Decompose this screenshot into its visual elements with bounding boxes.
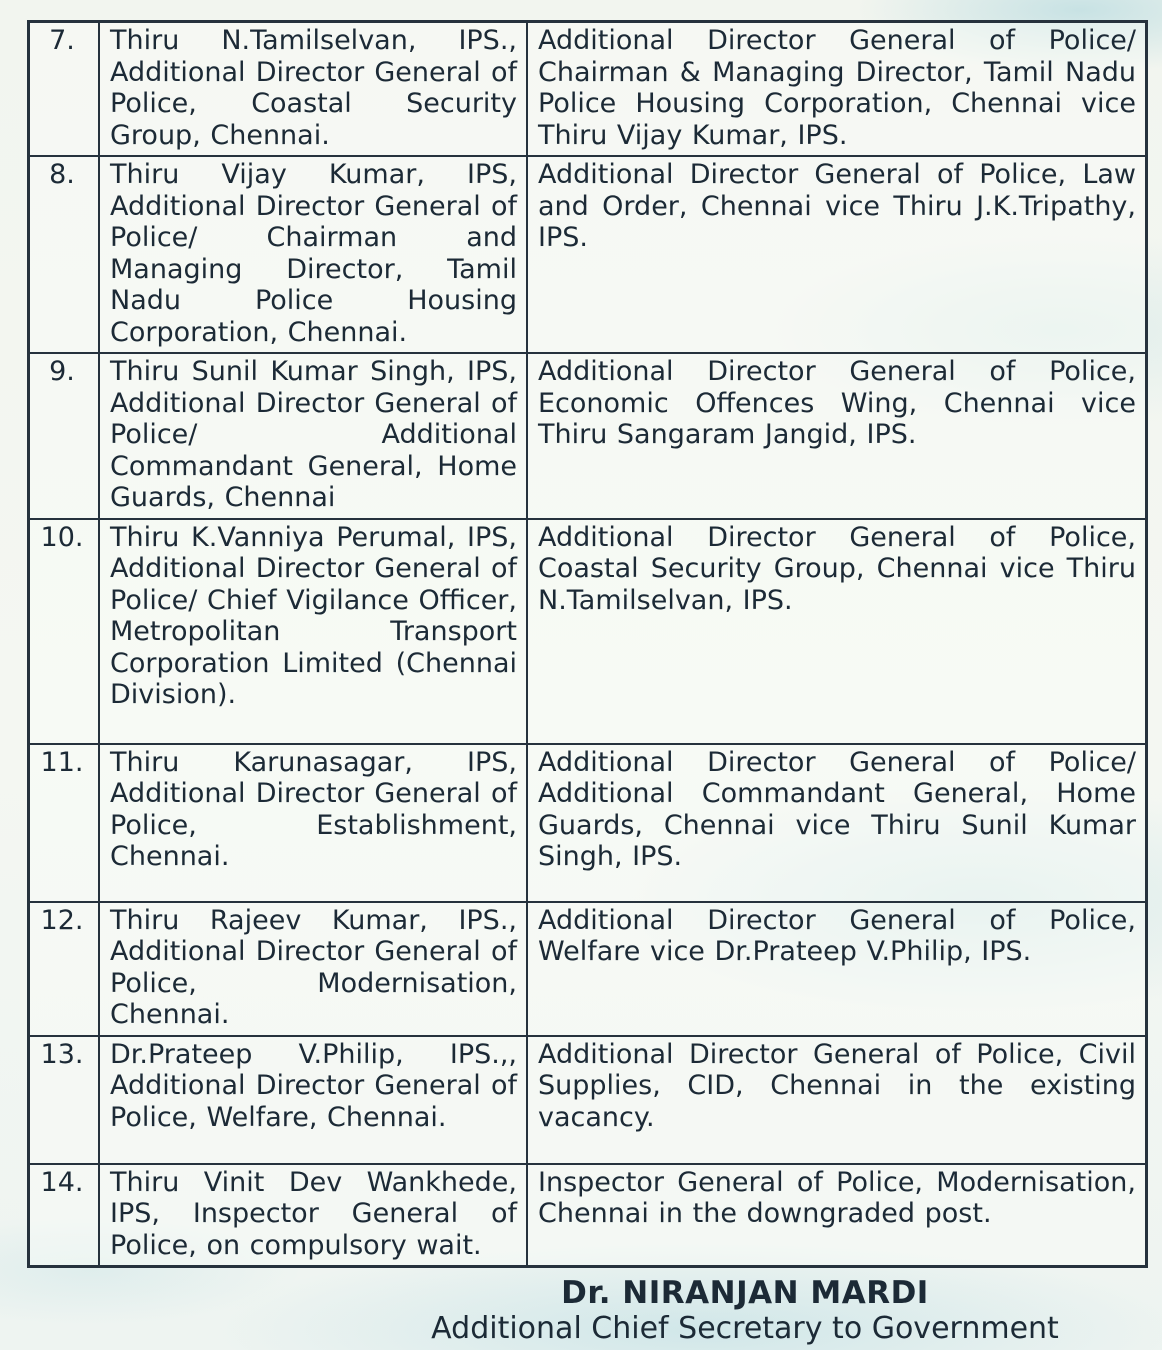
table-row <box>30 354 1145 520</box>
serial-cell: 13. <box>30 1037 100 1163</box>
table-row <box>30 745 1145 903</box>
officer-cell: Thiru Karunasagar, IPS, Additional Director General of Police, Establishment, Chennai. <box>100 745 528 901</box>
officer-cell: Thiru Vijay Kumar, IPS, Additional Director General of Police/ Chairman and Managing Director, Tamil Nadu Police Housing Corporation, Chennai. <box>100 157 528 352</box>
posting-cell: Additional Director General of Police, Economic Offences Wing, Chennai vice Thiru Sangaram Jangid, IPS. <box>538 356 1136 450</box>
table-row <box>30 23 1145 157</box>
serial-cell: 7. <box>30 23 100 155</box>
table-row <box>30 157 1145 354</box>
serial-cell: 10. <box>30 520 100 743</box>
posting-cell: Inspector General of Police, Modernisation, Chennai in the downgraded post. <box>538 1166 1136 1229</box>
posting-cell: Additional Director General of Police, Welfare vice Dr.Prateep V.Philip, IPS. <box>538 904 1136 967</box>
table-row <box>30 903 1145 1037</box>
signatory-title: Additional Chief Secretary to Government <box>431 1311 1059 1346</box>
officer-cell: Thiru Vinit Dev Wankhede, IPS, Inspector General of Police, on compulsory wait. <box>100 1165 528 1266</box>
officer-cell: Thiru K.Vanniya Perumal, IPS, Additional Director General of Police/ Chief Vigilance Officer, Metropolitan Transport Corporation Limited (Chennai Division). <box>100 520 528 743</box>
officer-cell: Thiru Rajeev Kumar, IPS., Additional Director General of Police, Modernisation, Chennai. <box>100 903 528 1035</box>
serial-cell: 8. <box>30 157 100 352</box>
table-row <box>30 1037 1145 1165</box>
table-row <box>30 1165 1145 1266</box>
signatory-name: Dr. NIRANJAN MARDI <box>561 1275 929 1311</box>
officer-cell: Dr.Prateep V.Philip, IPS.,, Additional Director General of Police, Welfare, Chennai. <box>100 1037 528 1163</box>
serial-cell: 12. <box>30 903 100 1035</box>
serial-cell: 9. <box>30 354 100 518</box>
posting-cell: Additional Director General of Police/ Chairman & Managing Director, Tamil Nadu Police Housing Corporation, Chennai vice Thiru Vijay Kumar, IPS. <box>538 25 1136 151</box>
officer-cell: Thiru N.Tamilselvan, IPS., Additional Director General of Police, Coastal Security Group, Chennai. <box>100 23 528 155</box>
serial-cell: 14. <box>30 1165 100 1266</box>
posting-cell: Additional Director General of Police/ Additional Commandant General, Home Guards, Chennai vice Thiru Sunil Kumar Singh, IPS. <box>538 746 1136 872</box>
serial-cell: 11. <box>30 745 100 901</box>
transfer-order-table <box>27 20 1148 1268</box>
posting-cell: Additional Director General of Police, Law and Order, Chennai vice Thiru J.K.Tripathy, IPS. <box>538 159 1136 253</box>
posting-cell: Additional Director General of Police, Civil Supplies, CID, Chennai in the existing vacancy. <box>538 1038 1136 1133</box>
officer-cell: Thiru Sunil Kumar Singh, IPS, Additional Director General of Police/ Additional Commandant General, Home Guards, Chennai <box>100 354 528 518</box>
posting-cell: Additional Director General of Police, Coastal Security Group, Chennai vice Thiru N.Tamilselvan, IPS. <box>538 521 1136 616</box>
signature-block <box>330 1276 1160 1346</box>
table-row <box>30 520 1145 745</box>
